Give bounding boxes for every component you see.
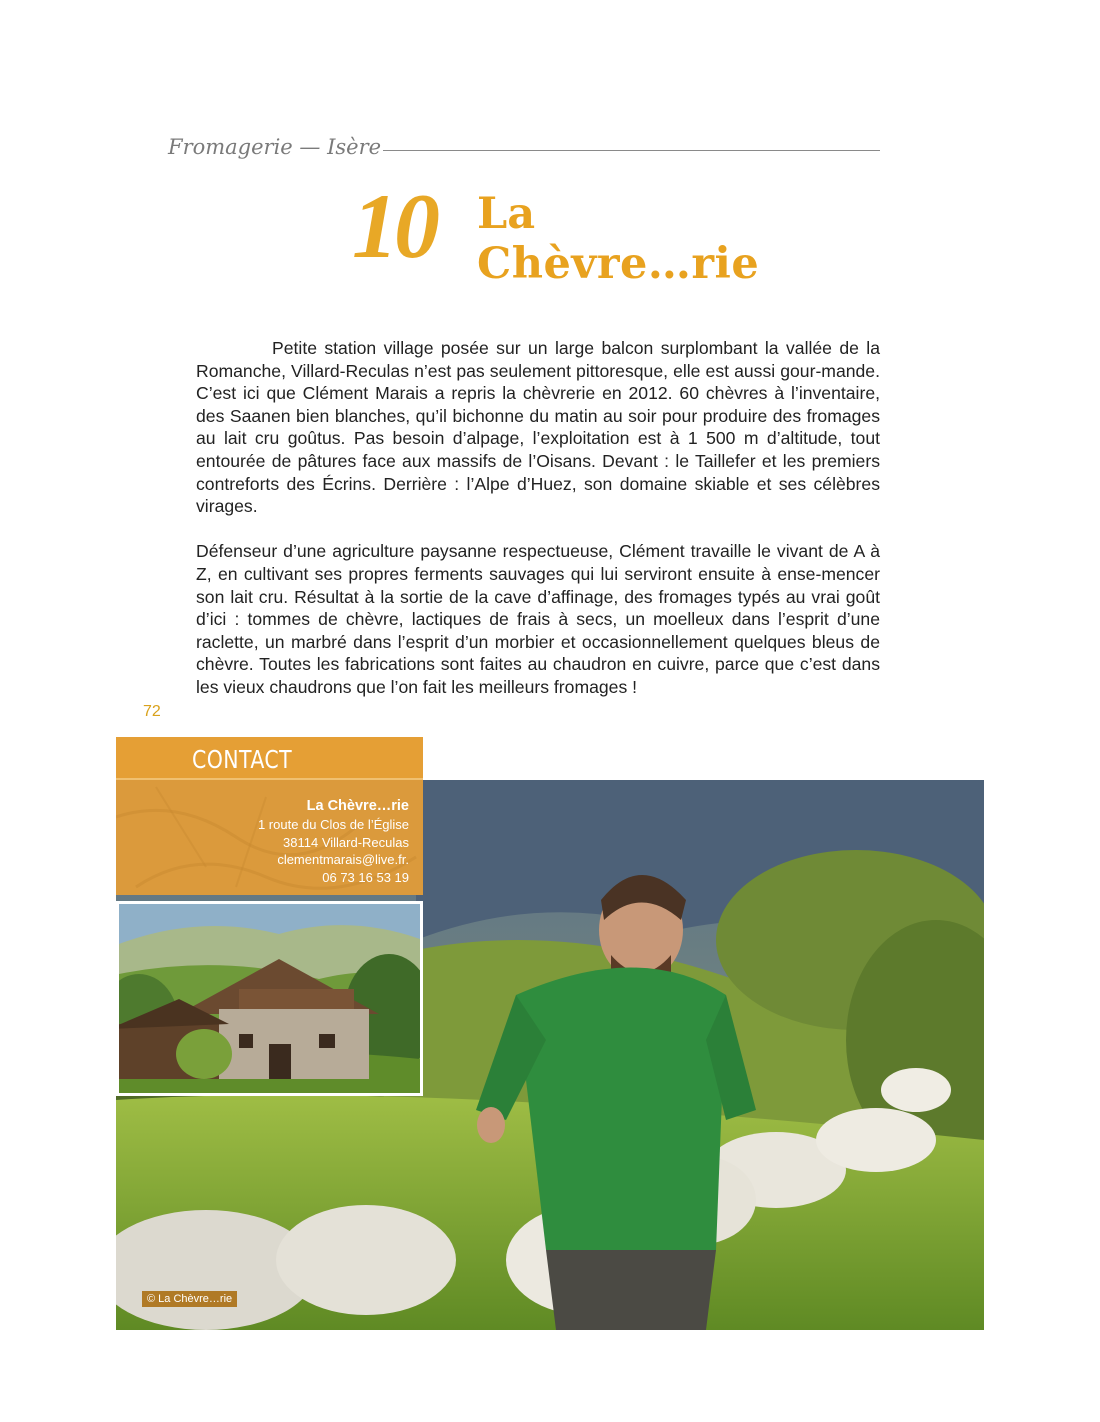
farmhouse-photo bbox=[116, 901, 423, 1096]
paragraph-2: Défenseur d’une agriculture paysanne respectueuse, Clément travaille le vivant de A à Z, en cultivant ses propres ferments sauvages qui lui serviront ensuite à ense-mencer son lait cru. Résultat à la sortie de la cave d’affinage, des fromages typés au vrai goût d’ici : tommes de chèvre, lactiques de frais à secs, un moelleux dans l’esprit d’une raclette, un marbré dans l’esprit d’un morbier et occasionnellement quelques bleus de chèvre. Toutes les fabrications sont faites au chaudron en cuivre, parce que c’est dans les vieux chaudrons que l’on fait les meilleurs fromages ! bbox=[196, 541, 880, 697]
title-line-2: Chèvre…rie bbox=[477, 239, 760, 289]
contact-phone: 06 73 16 53 19 bbox=[322, 869, 409, 885]
section-label: Fromagerie — Isère bbox=[168, 135, 382, 159]
contact-box bbox=[116, 737, 423, 895]
title-line-1: La bbox=[477, 189, 536, 239]
contact-title: CONTACT bbox=[192, 745, 293, 774]
page-number: 72 bbox=[143, 703, 161, 720]
contact-address-line-1: 1 route du Clos de l’Église bbox=[257, 817, 409, 832]
photo-credit: © La Chèvre…rie bbox=[142, 1291, 237, 1307]
contact-name: La Chèvre…rie bbox=[306, 798, 409, 814]
contact-info bbox=[258, 797, 409, 886]
contact-address-line-2: 38114 Villard-Reculas bbox=[283, 834, 409, 850]
entry-number: 10 bbox=[352, 175, 436, 277]
contact-email: clementmarais@live.fr. bbox=[277, 852, 409, 867]
header-divider bbox=[383, 150, 880, 151]
paragraph-1: Petite station village posée sur un large balcon surplombant la vallée de la Romanche, Villard-Reculas n’est pas seulement pittoresque, elle est aussi gour-mande. C’est ici que Clément Marais a repris la chèvrerie en 2012. 60 chèvres à l’inventaire, des Saanen bien blanches, qu’il bichonne du matin au soir pour produire des fromages au lait cru goûtus. Pas besoin d’alpage, l’exploitation est à 1 500 m d’altitude, tout entourée de pâtures face aux massifs de l’Oisans. Devant : le Taillefer et les premiers contreforts des Écrins. Derrière : l’Alpe d’Huez, son domaine skiable et ses célèbres virages. bbox=[196, 338, 880, 517]
article-body bbox=[196, 337, 880, 699]
